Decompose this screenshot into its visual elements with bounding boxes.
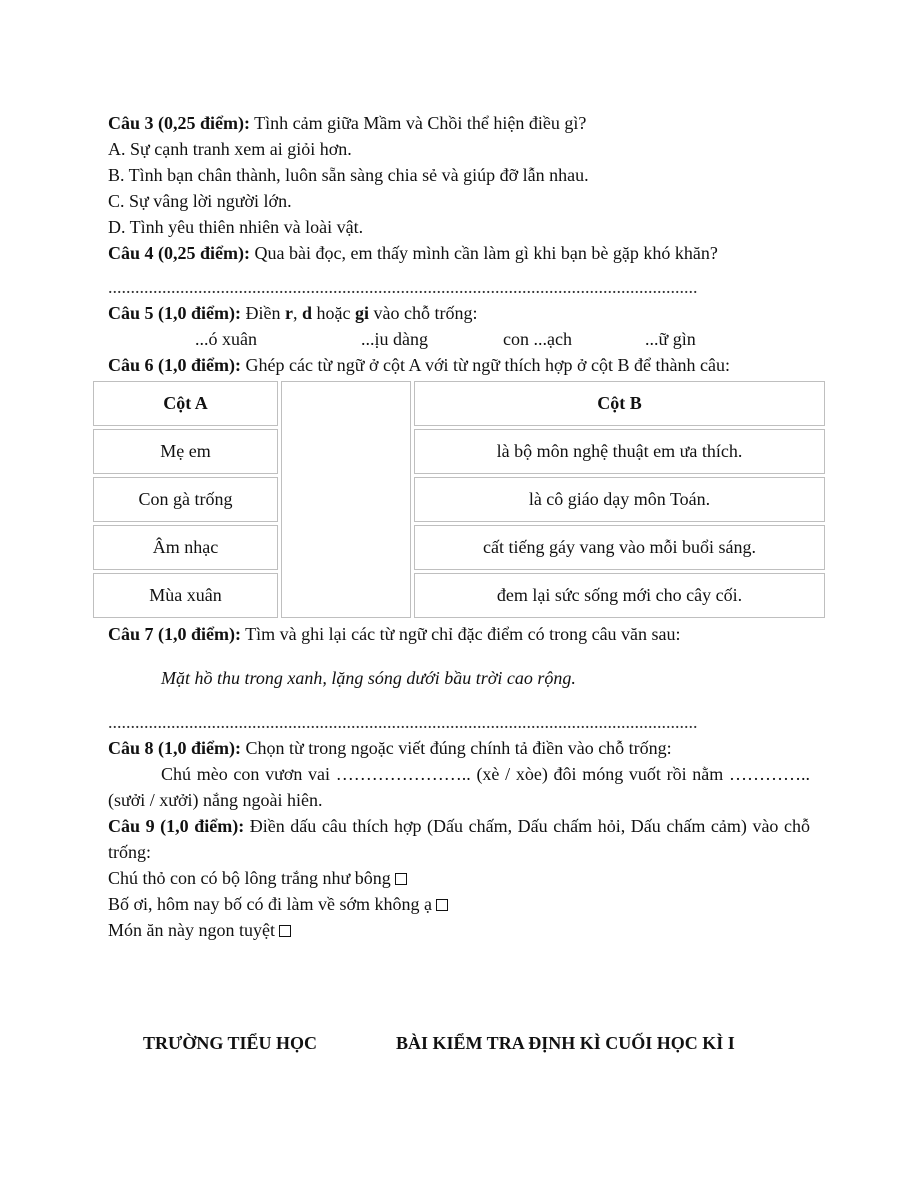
question-5-text: Điền — [241, 303, 285, 323]
punctuation-box-icon — [279, 925, 291, 937]
table-row — [93, 429, 825, 474]
column-b-cell: cất tiếng gáy vang vào mỗi buổi sáng. — [414, 525, 825, 570]
question-9-item-text: Chú thỏ con có bộ lông trắng như bông — [108, 868, 391, 888]
question-3-option-d: D. Tình yêu thiên nhiên và loài vật. — [108, 217, 364, 237]
letter-d: d — [302, 303, 313, 323]
question-8-text: Chọn từ trong ngoặc viết đúng chính tả điền vào chỗ trống: — [241, 738, 672, 758]
question-3-option-a: A. Sự cạnh tranh xem ai giỏi hơn. — [108, 139, 352, 159]
question-4-text: Qua bài đọc, em thấy mình cần làm gì khi bạn bè gặp khó khăn? — [250, 243, 718, 263]
question-3-option-b: B. Tình bạn chân thành, luôn sẵn sàng chia sẻ và giúp đỡ lẫn nhau. — [108, 165, 589, 185]
question-7-sentence: Mặt hồ thu trong xanh, lặng sóng dưới bầu trời cao rộng. — [161, 668, 576, 688]
punctuation-box-icon — [395, 873, 407, 885]
question-3-option-c: C. Sự vâng lời người lớn. — [108, 191, 292, 211]
next-page-header — [143, 1030, 803, 1056]
question-7 — [108, 621, 810, 647]
school-name: TRƯỜNG TIỂU HỌC — [143, 1033, 318, 1053]
exam-title: BÀI KIỂM TRA ĐỊNH KÌ CUỐI HỌC KÌ I — [396, 1033, 735, 1053]
question-4 — [108, 240, 810, 266]
question-4-label: Câu 4 (0,25 điểm): — [108, 243, 250, 263]
column-b-header — [414, 381, 825, 426]
question-9-item-text: Bố ơi, hôm nay bố có đi làm về sớm không ạ — [108, 894, 432, 914]
question-9-item-1 — [108, 865, 810, 891]
question-5-comma: , — [293, 303, 302, 323]
question-5-text-or: hoặc — [312, 303, 355, 323]
question-7-label: Câu 7 (1,0 điểm): — [108, 624, 241, 644]
column-b-cell: đem lại sức sống mới cho cây cối. — [414, 573, 825, 618]
question-3 — [108, 110, 810, 136]
question-6-text: Ghép các từ ngữ ở cột A với từ ngữ thích hợp ở cột B để thành câu: — [241, 355, 731, 375]
question-8-label: Câu 8 (1,0 điểm): — [108, 738, 241, 758]
question-9-text: Điền dấu câu thích hợp (Dấu chấm, Dấu chấm hỏi, Dấu chấm cảm) vào chỗ trống: — [108, 816, 810, 862]
question-5-text-end: vào chỗ trống: — [369, 303, 478, 323]
question-5-label: Câu 5 (1,0 điểm): — [108, 303, 241, 323]
column-b-cell: là bộ môn nghệ thuật em ưa thích. — [414, 429, 825, 474]
question-9-item-3 — [108, 917, 810, 943]
column-b-cell: là cô giáo dạy môn Toán. — [414, 477, 825, 522]
blank-word-4: ...ữ gìn — [645, 329, 696, 349]
matching-table — [90, 378, 828, 621]
table-header-row — [93, 381, 825, 426]
worksheet — [108, 110, 810, 943]
question-8-sentence: Chú mèo con vươn vai ………………….. (xè / xòe) đôi móng vuốt rồi nằm ………….. (sưởi / xưởi) nắng ngoài hiên. — [108, 764, 810, 810]
table-row — [93, 573, 825, 618]
blank-word-2: ...ịu dàng — [361, 329, 428, 349]
question-9-label: Câu 9 (1,0 điểm): — [108, 816, 245, 836]
column-b-header-text: Cột B — [597, 393, 642, 413]
column-a-header-text: Cột A — [163, 393, 208, 413]
question-9-item-2 — [108, 891, 810, 917]
letter-r: r — [285, 303, 293, 323]
question-3-label: Câu 3 (0,25 điểm): — [108, 113, 250, 133]
column-a-cell: Mẹ em — [93, 429, 278, 474]
question-7-text: Tìm và ghi lại các từ ngữ chỉ đặc điểm có trong câu văn sau: — [241, 624, 681, 644]
column-a-cell: Mùa xuân — [93, 573, 278, 618]
answer-line-q4: ................................................................................................................................... — [108, 277, 698, 297]
question-5 — [108, 300, 810, 326]
letter-gi: gi — [355, 303, 370, 323]
answer-line-q7: ................................................................................................................................... — [108, 712, 698, 732]
question-9 — [108, 813, 810, 865]
question-5-blanks — [108, 326, 810, 352]
column-a-header — [93, 381, 278, 426]
column-a-cell: Con gà trống — [93, 477, 278, 522]
question-8 — [108, 735, 810, 761]
question-9-item-text: Món ăn này ngon tuyệt — [108, 920, 275, 940]
question-6 — [108, 352, 810, 378]
column-a-cell: Âm nhạc — [93, 525, 278, 570]
matching-space — [281, 381, 411, 618]
punctuation-box-icon — [436, 899, 448, 911]
table-row — [93, 477, 825, 522]
blank-word-3: con ...ạch — [503, 329, 572, 349]
table-row — [93, 525, 825, 570]
question-6-label: Câu 6 (1,0 điểm): — [108, 355, 241, 375]
blank-word-1: ...ó xuân — [195, 329, 257, 349]
question-3-text: Tình cảm giữa Mầm và Chồi thể hiện điều gì? — [250, 113, 587, 133]
